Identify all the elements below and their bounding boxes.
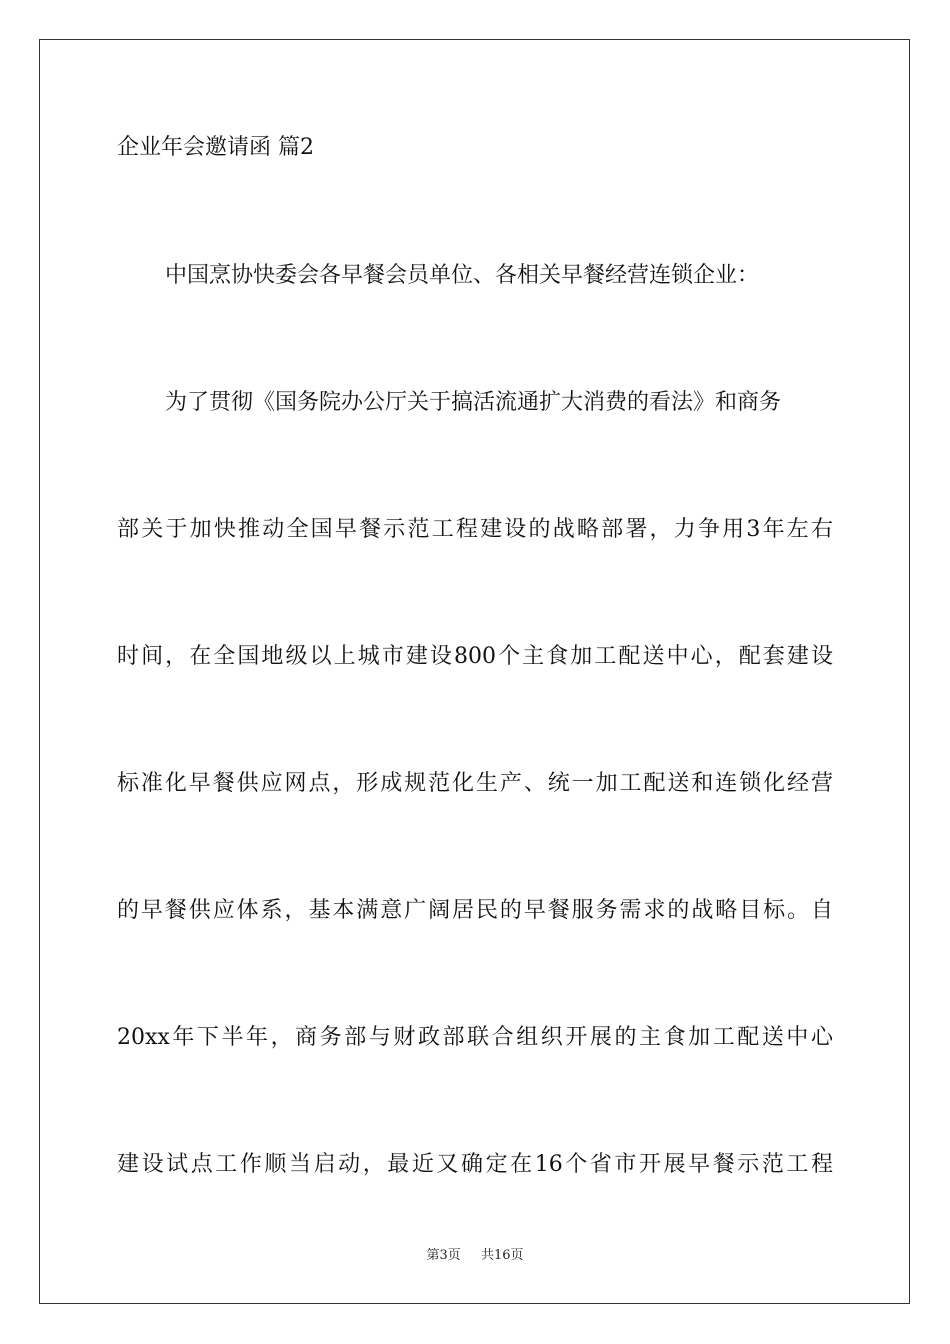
salutation: 中国烹协快委会各早餐会员单位、各相关早餐经营连锁企业： — [165, 263, 760, 288]
body-line-7: 建设试点工作顺当启动，最近又确定在16个省市开展早餐示范工程 — [117, 1152, 833, 1177]
body-line-2: 部关于加快推动全国早餐示范工程建设的战略部署，力争用3年左右 — [117, 517, 833, 542]
body-line-6: 20xx年下半年，商务部与财政部联合组织开展的主食加工配送中心 — [117, 1025, 833, 1050]
body-line-5: 的早餐供应体系，基本满意广阔居民的早餐服务需求的战略目标。自 — [117, 898, 833, 923]
document-title: 企业年会邀请函 篇2 — [117, 135, 314, 160]
page-total: 共16页 — [480, 1248, 524, 1263]
page-footer — [0, 1244, 950, 1263]
body-line-1: 为了贯彻《国务院办公厅关于搞活流通扩大消费的看法》和商务 — [165, 390, 782, 415]
body-line-4: 标准化早餐供应网点，形成规范化生产、统一加工配送和连锁化经营 — [117, 771, 833, 796]
body-line-3: 时间，在全国地级以上城市建设800个主食加工配送中心，配套建设 — [117, 644, 833, 669]
page-number: 第3页 — [426, 1248, 461, 1263]
